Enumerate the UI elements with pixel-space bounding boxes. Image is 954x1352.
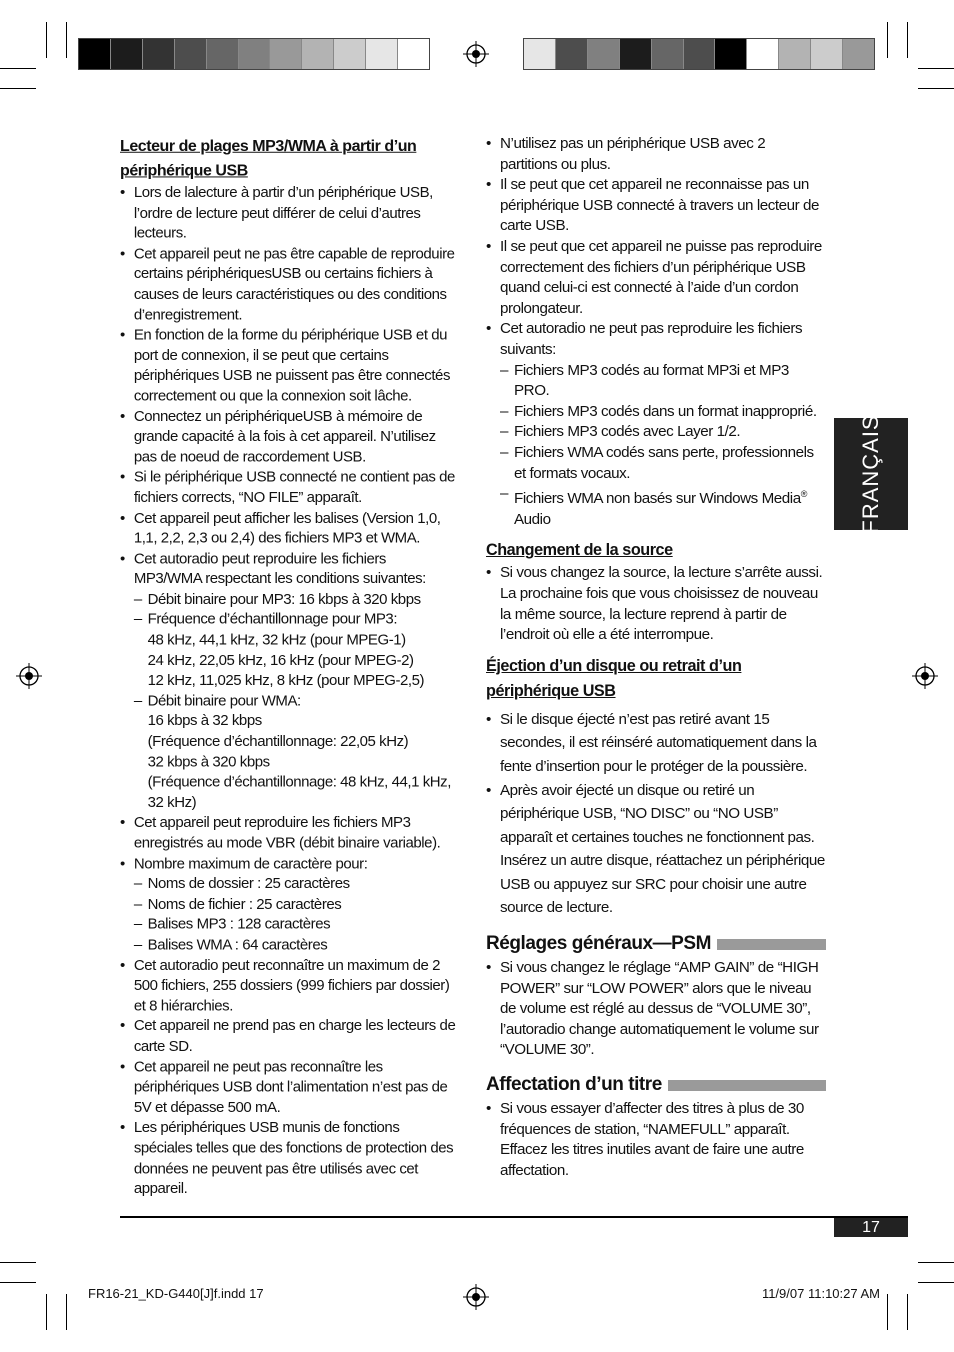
- sub-list-item: – Fichiers MP3 codés dans un format inapproprié.: [500, 402, 826, 423]
- language-tab: FRANÇAIS: [834, 418, 908, 530]
- crop-mark: [0, 1262, 36, 1263]
- section-heading-title: Affectation d’un titre: [486, 1073, 826, 1097]
- right-column: [486, 134, 826, 1181]
- color-swatch: [270, 39, 302, 69]
- section-heading-eject: Éjection d’un disque ou retrait d’un périphérique USB: [486, 656, 742, 700]
- crop-mark: [0, 68, 36, 69]
- footer-datetime: 11/9/07 11:10:27 AM: [761, 1286, 880, 1301]
- list-item: • Cet appareil peut ne pas être capable de reproduire certains périphériquesUSB ou certains fichiers à causes de leurs caractéristiques ou des conditions d’enregistrement.: [120, 244, 456, 325]
- color-swatch: [524, 39, 556, 69]
- crop-mark: [918, 1282, 954, 1283]
- sub-list-item: – Fichiers MP3 codés au format MP3i et MP3 PRO.: [500, 361, 826, 402]
- color-swatch: [747, 39, 779, 69]
- color-swatch: [588, 39, 620, 69]
- list-item: • Lors de lalecture à partir d’un périphérique USB, l’ordre de lecture peut différer de celui d’autres lecteurs.: [120, 183, 456, 244]
- list-item: • Connectez un périphériqueUSB à mémoire de grande capacité à la fois à cet appareil. N’utilisez pas de noeud de raccordement USB.: [120, 407, 456, 468]
- crop-mark: [0, 1282, 36, 1283]
- list-item-text: Cet autoradio ne peut pas reproduire les fichiers suivants:: [500, 320, 803, 358]
- color-swatch: [175, 39, 207, 69]
- list-item: [486, 319, 826, 530]
- list-item-text: Nombre maximum de caractère pour:: [133, 855, 368, 872]
- sub-list-item: – Noms de dossier : 25 caractères: [134, 874, 456, 894]
- crop-mark: [0, 88, 36, 89]
- list-item: • Cet autoradio peut reconnaître un maximum de 2 500 fichiers, 255 dossiers (999 fichiers par dossier) et 8 hiérarchies.: [120, 956, 456, 1017]
- bottom-rule: [120, 1216, 908, 1218]
- registration-mark-icon: [463, 1284, 489, 1310]
- crop-mark: [887, 1294, 888, 1330]
- registration-mark-icon: [16, 663, 42, 689]
- color-swatch: [843, 39, 874, 69]
- list-item: [120, 854, 456, 956]
- list-item: • En fonction de la forme du périphérique USB et du port de connexion, il se peut que certains périphériques USB ne puissent pas être connectés correctement ou que la connexion soit lâche.: [120, 326, 456, 407]
- list-item: • Si vous changez le réglage “AMP GAIN” de “HIGH POWER” sur “LOW POWER” alors que le niveau de volume est réglé au dessus de “VOLUME 30”, l’autoradio change automatiquement le volume sur “VOLUME 30”.: [486, 958, 826, 1061]
- color-bar-right: [523, 38, 875, 70]
- sub-list-item: – Balises WMA : 64 caractères: [134, 935, 456, 955]
- color-swatch: [779, 39, 811, 69]
- color-swatch: [811, 39, 843, 69]
- crop-mark: [887, 22, 888, 58]
- list-item: • Si vous changez la source, la lecture s’arrête aussi. La prochaine fois que vous choisissez de nouveau la même source, la lecture reprend à partir de l’endroit où elle a été interrompue.: [486, 563, 826, 645]
- page-number: 17: [834, 1218, 908, 1237]
- list-item: • Les périphériques USB munis de fonctions spéciales telles que des fonctions de protection des données ne peuvent pas être utilisés avec cet appareil.: [120, 1118, 456, 1199]
- color-swatch: [556, 39, 588, 69]
- color-swatch: [79, 39, 111, 69]
- footer-file: FR16-21_KD-G440[J]f.indd 17: [88, 1286, 264, 1301]
- color-swatch: [111, 39, 143, 69]
- sub-list-item: – Débit binaire pour WMA: 16 kbps à 32 kbps (Fréquence d’échantillonnage: 22,05 kHz) 32 kbps à 320 kbps (Fréquence d’échantillonnage: 48 kHz, 44,1 kHz, 32 kHz): [134, 692, 456, 814]
- sub-list-item: – Fichiers WMA codés sans perte, professionnels et formats vocaux.: [500, 443, 826, 484]
- color-swatch: [620, 39, 652, 69]
- color-bar-left: [78, 38, 430, 70]
- color-swatch: [239, 39, 271, 69]
- sub-list-item: – Balises MP3 : 128 caractères: [134, 915, 456, 935]
- crop-mark: [66, 1294, 67, 1330]
- left-column: [120, 134, 456, 1200]
- list-item: • Après avoir éjecté un disque ou retiré un périphérique USB, “NO DISC” ou “NO USB” apparaît et certaines touches ne fonctionnent pas. Insérez un autre disque, réattachez un périphérique USB ou appuyez sur SRC pour choisir une autre source de lecture.: [486, 779, 826, 921]
- heading-band: [668, 1080, 826, 1091]
- crop-mark: [907, 22, 908, 58]
- color-swatch: [715, 39, 747, 69]
- list-item: • Cet appareil ne peut pas reconnaître les périphériques USB dont l’alimentation n’est pas de 5V et dépasse 500 mA.: [120, 1057, 456, 1118]
- registration-mark-icon: [463, 41, 489, 67]
- crop-mark: [46, 1294, 47, 1330]
- sub-list-item: – Débit binaire pour MP3: 16 kbps à 320 kbps: [134, 590, 456, 610]
- list-item: • N’utilisez pas un périphérique USB avec 2 partitions ou plus.: [486, 134, 826, 175]
- sub-list-item: – Fréquence d’échantillonnage pour MP3: 48 kHz, 44,1 kHz, 32 kHz (pour MPEG-1) 24 kHz, 22,05 kHz, 16 kHz (pour MPEG-2) 12 kHz, 11,025 kHz, 8 kHz (pour MPEG-2,5): [134, 610, 456, 691]
- list-item: • Si le disque éjecté n’est pas retiré avant 15 secondes, il est réinséré automatiquement dans la fente d’insertion pour le protéger de la poussière.: [486, 708, 826, 779]
- registration-mark-icon: [912, 663, 938, 689]
- color-swatch: [684, 39, 716, 69]
- section-heading-mp3-wma: Lecteur de plages MP3/WMA à partir d’un périphérique USB: [120, 136, 417, 180]
- list-item-text: Cet autoradio peut reproduire les fichiers MP3/WMA respectant les conditions suivantes:: [133, 550, 426, 588]
- list-item: • Si vous essayer d’affecter des titres à plus de 30 fréquences de station, “NAMEFULL” apparaît. Effacez les titres inutiles avant de faire une autre affectation.: [486, 1099, 826, 1181]
- sub-list-item: – Fichiers MP3 codés avec Layer 1/2.: [500, 422, 826, 443]
- crop-mark: [918, 1262, 954, 1263]
- list-item: [120, 549, 456, 813]
- color-swatch: [652, 39, 684, 69]
- crop-mark: [918, 88, 954, 89]
- crop-mark: [918, 68, 954, 69]
- list-item: • Si le périphérique USB connecté ne contient pas de fichiers corrects, “NO FILE” apparaît.: [120, 468, 456, 509]
- bullet-list: [486, 134, 826, 530]
- color-swatch: [207, 39, 239, 69]
- list-item: • Cet appareil ne prend pas en charge les lecteurs de carte SD.: [120, 1017, 456, 1058]
- bullet-list: [120, 183, 456, 1199]
- list-item: • Il se peut que cet appareil ne reconnaisse pas un périphérique USB connecté à travers un lecteur de carte USB.: [486, 175, 826, 237]
- crop-mark: [66, 22, 67, 58]
- color-swatch: [334, 39, 366, 69]
- list-item: • Il se peut que cet appareil ne puisse pas reproduire correctement des fichiers d’un périphérique USB quand celui-ci est connecté à l’aide d’un cordon prolongateur.: [486, 237, 826, 319]
- section-heading-source: Changement de la source: [486, 541, 673, 560]
- crop-mark: [46, 22, 47, 58]
- color-swatch: [143, 39, 175, 69]
- color-swatch: [398, 39, 429, 69]
- color-swatch: [302, 39, 334, 69]
- sub-list-item: – Fichiers WMA non basés sur Windows Media® Audio: [500, 484, 826, 530]
- heading-band: [717, 939, 826, 950]
- crop-mark: [907, 1294, 908, 1330]
- list-item: • Cet appareil peut afficher les balises (Version 1,0, 1,1, 2,2, 2,3 ou 2,4) des fichiers MP3 et WMA.: [120, 509, 456, 550]
- sub-list-item: – Noms de fichier : 25 caractères: [134, 895, 456, 915]
- section-heading-psm: Réglages généraux—PSM: [486, 932, 826, 956]
- color-swatch: [366, 39, 398, 69]
- list-item: • Cet appareil peut reproduire les fichiers MP3 enregistrés au mode VBR (débit binaire variable).: [120, 813, 456, 854]
